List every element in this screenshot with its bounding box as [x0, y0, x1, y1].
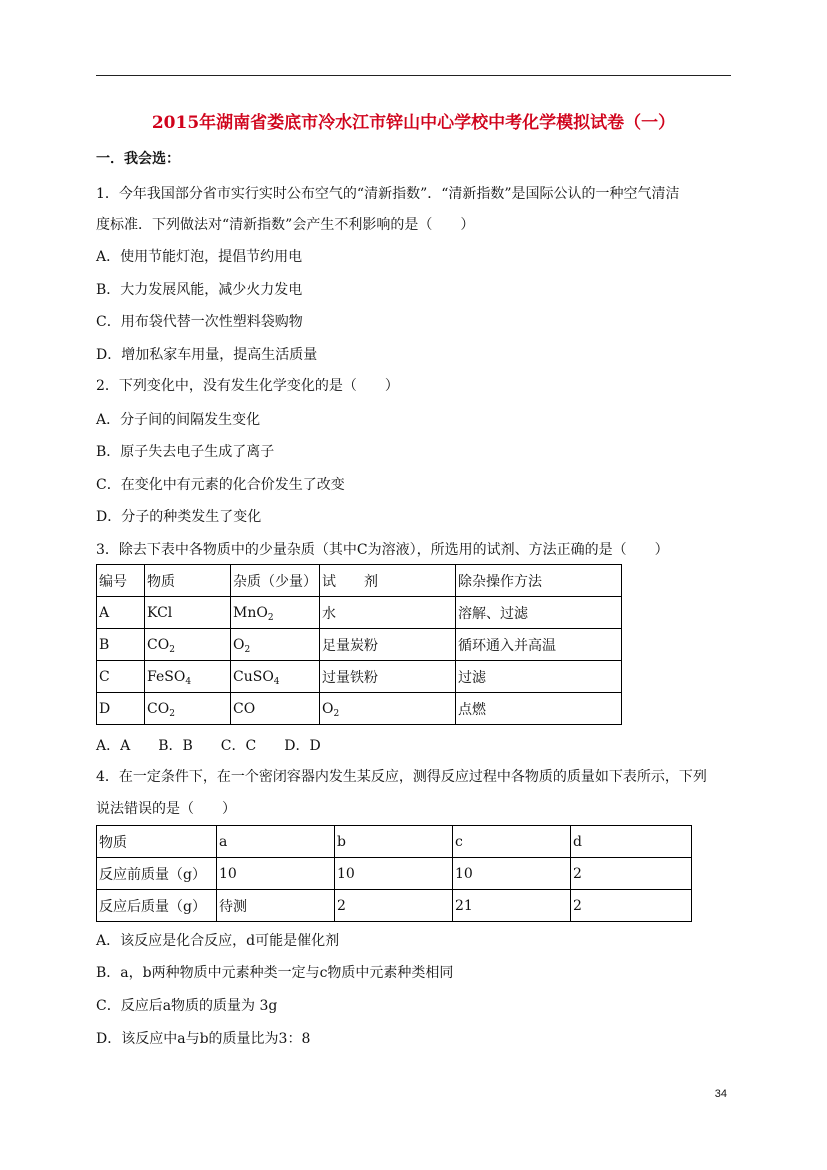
table-row [97, 597, 622, 629]
table-header-row [97, 565, 622, 597]
formula: MnO [233, 604, 268, 621]
formula: 水 [322, 605, 336, 622]
formula: O [233, 636, 245, 653]
table-cell: 10 [217, 858, 335, 890]
q4-option-a: A．该反应是化合反应，d可能是催化剂 [96, 933, 340, 949]
subscript: 4 [185, 676, 192, 687]
q4-option-c: C．反应后a物质的质量为 3g [96, 998, 278, 1014]
row-id: D [97, 693, 145, 725]
q2-option-b: B．原子失去电子生成了离子 [96, 444, 275, 460]
table-cell: 待测 [217, 890, 335, 922]
q2-option-d: D．分子的种类发生了变化 [96, 509, 262, 525]
table-cell: 2 [571, 890, 692, 922]
impurity-cell [231, 693, 320, 725]
row-id: B [97, 629, 145, 661]
q3-stem: 3．除去下表中各物质中的少量杂质（其中C为溶液），所选用的试剂、方法正确的是（ ） [96, 542, 669, 558]
q1-option-a: A．使用节能灯泡，提倡节约用电 [96, 249, 303, 265]
q1-option-d: D．增加私家车用量，提高生活质量 [96, 347, 318, 363]
formula: FeSO [147, 668, 186, 685]
table-row [97, 661, 622, 693]
substance-cell [145, 693, 231, 725]
row-id: C [97, 661, 145, 693]
table-row [97, 629, 622, 661]
q4-option-d: D．该反应中a与b的质量比为3：8 [96, 1031, 311, 1047]
method-cell: 点燃 [456, 693, 622, 725]
header-cell: 编号 [97, 565, 145, 597]
substance-cell [145, 629, 231, 661]
q2-option-c: C．在变化中有元素的化合价发生了改变 [96, 477, 345, 493]
table-row [97, 858, 692, 890]
header-cell: a [217, 826, 335, 858]
method-cell: 溶解、过滤 [456, 597, 622, 629]
subscript: 2 [244, 644, 251, 655]
table-cell: 10 [335, 858, 453, 890]
section-heading: 一．我会选： [96, 151, 180, 167]
header-cell: 杂质（少量） [231, 565, 320, 597]
header-rule [96, 75, 731, 76]
impurity-cell [231, 629, 320, 661]
reagent-cell [320, 661, 456, 693]
q4-option-b: B．a，b两种物质中元素种类一定与c物质中元素种类相同 [96, 965, 454, 981]
q3-table [96, 564, 622, 725]
reagent-cell [320, 693, 456, 725]
header-cell: 物质 [145, 565, 231, 597]
reagent-cell [320, 629, 456, 661]
impurity-cell [231, 597, 320, 629]
header-cell: 物质 [97, 826, 217, 858]
substance-cell [145, 661, 231, 693]
table-row [97, 693, 622, 725]
table-header-row [97, 826, 692, 858]
q1-stem-line2: 度标准．下列做法对“清新指数”会产生不利影响的是（ ） [96, 217, 475, 233]
subscript: 2 [267, 612, 274, 623]
formula: CuSO [233, 668, 274, 685]
formula: O [322, 700, 334, 717]
method-cell: 过滤 [456, 661, 622, 693]
header-cell: 除杂操作方法 [456, 565, 622, 597]
q4-stem-line2: 说法错误的是（ ） [96, 801, 236, 817]
table-cell: 2 [335, 890, 453, 922]
formula: CO [233, 700, 256, 717]
q1-option-b: B．大力发展风能，减少火力发电 [96, 282, 303, 298]
header-cell: b [335, 826, 453, 858]
table-cell: 10 [453, 858, 571, 890]
table-row [97, 890, 692, 922]
formula: KCl [147, 604, 173, 621]
subscript: 4 [273, 676, 280, 687]
row-id: A [97, 597, 145, 629]
q4-stem-line1: 4．在一定条件下，在一个密闭容器内发生某反应，测得反应过程中各物质的质量如下表所示，下列 [96, 769, 707, 785]
q1-option-c: C．用布袋代替一次性塑料袋购物 [96, 314, 303, 330]
formula: CO [147, 636, 170, 653]
subscript: 2 [169, 708, 175, 719]
table-cell: 2 [571, 858, 692, 890]
header-cell: d [571, 826, 692, 858]
table-cell: 反应后质量（g） [97, 890, 217, 922]
subscript: 2 [333, 708, 340, 719]
q2-stem: 2．下列变化中，没有发生化学变化的是（ ） [96, 378, 399, 394]
header-cell: c [453, 826, 571, 858]
q3-answers: A．A B．B C．C D．D [96, 738, 321, 754]
method-cell: 循环通入并高温 [456, 629, 622, 661]
substance-cell [145, 597, 231, 629]
page-title: 2015年湖南省娄底市冷水江市锌山中心学校中考化学模拟试卷（一） [151, 113, 676, 133]
q1-stem-line1: 1．今年我国部分省市实行实时公布空气的“清新指数”．“清新指数”是国际公认的一种空气清洁 [96, 186, 680, 202]
impurity-cell [231, 661, 320, 693]
formula: 足量炭粉 [322, 637, 378, 654]
q2-option-a: A．分子间的间隔发生变化 [96, 412, 261, 428]
formula: CO [147, 700, 170, 717]
q4-table [96, 825, 692, 922]
page-number: 34 [714, 1088, 727, 1100]
table-cell: 21 [453, 890, 571, 922]
formula: 过量铁粉 [322, 669, 378, 686]
subscript: 2 [169, 644, 175, 655]
header-cell: 试 剂 [320, 565, 456, 597]
table-cell: 反应前质量（g） [97, 858, 217, 890]
reagent-cell [320, 597, 456, 629]
